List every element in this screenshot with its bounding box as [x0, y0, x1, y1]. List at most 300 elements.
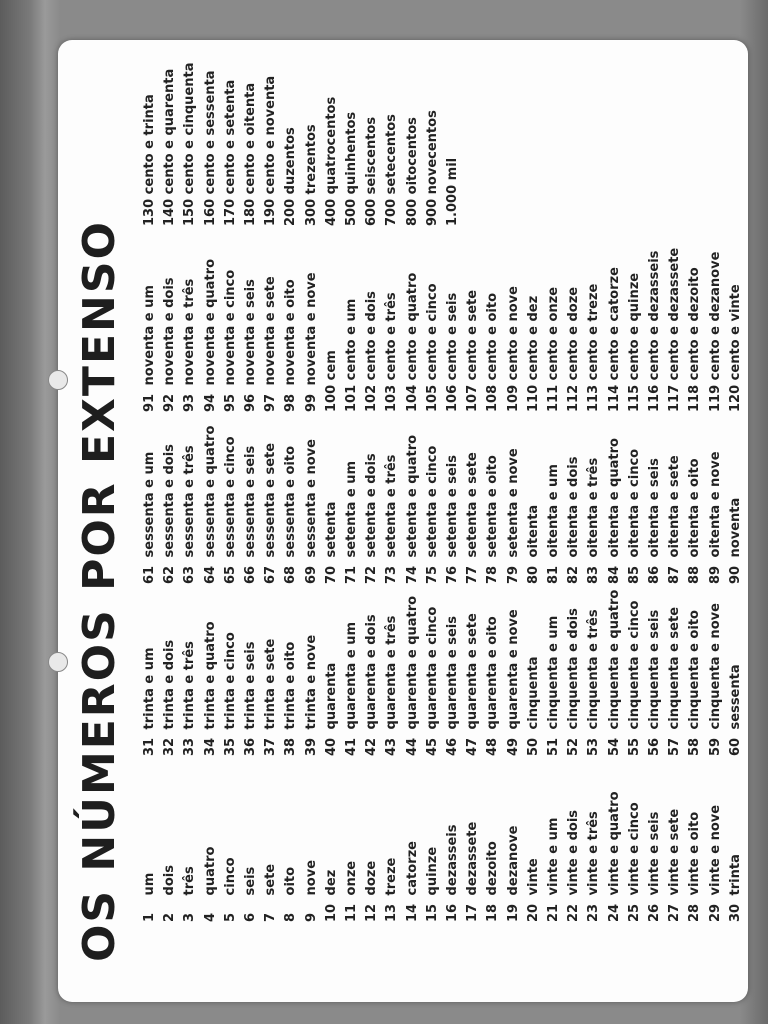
number-entry: [685, 426, 705, 584]
number-word: trinta e nove: [303, 634, 319, 730]
number-digit: 85: [626, 565, 642, 584]
number-digit: 61: [142, 565, 157, 584]
number-entry: [382, 426, 402, 584]
number-digit: 25: [626, 903, 642, 922]
number-entry: [584, 248, 604, 412]
number-word: cento e treze: [586, 283, 602, 381]
number-digit: 102: [364, 384, 380, 412]
number-entry: [241, 63, 261, 227]
number-entry: [584, 426, 604, 584]
number-entry: [302, 248, 322, 412]
number-entry: [625, 426, 645, 584]
number-entry: [322, 426, 342, 584]
number-digit: 300: [303, 198, 319, 226]
number-digit: 6: [243, 912, 259, 922]
number-entry: [241, 791, 261, 922]
number-digit: 114: [606, 384, 622, 412]
number-digit: 140: [162, 198, 178, 226]
number-word: vinte e um: [546, 817, 562, 896]
number-entry: [665, 248, 685, 412]
number-digit: 95: [222, 393, 238, 412]
number-digit: 21: [546, 903, 562, 922]
number-digit: 24: [606, 903, 622, 922]
number-digit: 20: [525, 903, 541, 922]
number-word: oitenta e sete: [667, 455, 683, 558]
number-entry: [524, 590, 544, 756]
number-entry: [483, 590, 503, 756]
number-word: quarenta e seis: [445, 616, 461, 730]
number-digit: 96: [243, 393, 259, 412]
number-word: vinte e cinco: [626, 802, 642, 896]
number-digit: 90: [727, 565, 743, 584]
number-digit: 101: [344, 384, 360, 412]
number-entry: [605, 248, 625, 412]
number-entry: [706, 426, 726, 584]
number-column-5: [140, 63, 463, 227]
number-word: cinquenta e dois: [566, 608, 582, 730]
number-entry: [241, 248, 261, 412]
number-column-1: [140, 791, 746, 922]
number-entry: [726, 590, 746, 756]
number-digit: 33: [182, 737, 198, 756]
number-word: quarenta e oito: [485, 616, 501, 730]
number-digit: 93: [182, 393, 198, 412]
number-word: trezentos: [303, 124, 319, 195]
number-digit: 29: [707, 903, 723, 922]
number-entry: [645, 791, 665, 922]
number-digit: 160: [202, 198, 218, 226]
number-entry: [221, 791, 241, 922]
number-entry: [261, 426, 281, 584]
number-digit: 1.000: [445, 184, 461, 226]
number-entry: [140, 63, 160, 227]
number-digit: 44: [404, 737, 420, 756]
number-word: sessenta e quatro: [202, 425, 218, 558]
number-digit: 9: [303, 912, 319, 922]
number-word: três: [182, 866, 198, 896]
number-word: cinquenta e três: [586, 609, 602, 730]
number-word: quarenta e nove: [505, 609, 521, 730]
number-entry: [625, 791, 645, 922]
rotated-content: [58, 40, 748, 1002]
number-digit: 38: [283, 737, 299, 756]
number-digit: 116: [647, 384, 663, 412]
number-digit: 75: [424, 565, 440, 584]
number-digit: 19: [505, 903, 521, 922]
number-word: noventa e nove: [303, 272, 319, 386]
number-digit: 64: [202, 565, 218, 584]
number-digit: 89: [707, 565, 723, 584]
number-entry: [423, 63, 443, 227]
number-digit: 73: [384, 565, 400, 584]
number-digit: 94: [202, 393, 218, 412]
number-digit: 30: [727, 903, 743, 922]
number-entry: [362, 248, 382, 412]
number-word: cento e quatro: [404, 272, 420, 381]
number-entry: [140, 248, 160, 412]
number-digit: 22: [566, 903, 582, 922]
number-entry: [504, 248, 524, 412]
number-digit: 119: [707, 384, 723, 412]
number-word: noventa e seis: [243, 279, 259, 386]
number-word: cinquenta e sete: [667, 606, 683, 730]
number-entry: [342, 63, 362, 227]
number-entry: [645, 248, 665, 412]
number-digit: 49: [505, 737, 521, 756]
number-word: noventa e um: [142, 285, 157, 386]
number-entry: [605, 426, 625, 584]
number-digit: 11: [344, 903, 360, 922]
number-digit: 400: [323, 198, 339, 226]
number-word: quatro: [202, 846, 218, 896]
number-digit: 36: [243, 737, 259, 756]
number-word: vinte e dois: [566, 809, 582, 896]
number-entry: [180, 590, 200, 756]
number-entry: [261, 590, 281, 756]
number-word: vinte e quatro: [606, 791, 622, 896]
number-word: quarenta e cinco: [424, 606, 440, 730]
number-entry: [261, 791, 281, 922]
number-entry: [403, 791, 423, 922]
number-entry: [382, 63, 402, 227]
number-entry: [140, 590, 160, 756]
number-digit: 50: [525, 737, 541, 756]
number-digit: 82: [566, 565, 582, 584]
number-entry: [281, 590, 301, 756]
number-entry: [140, 791, 160, 922]
number-digit: 69: [303, 565, 319, 584]
number-digit: 86: [647, 565, 663, 584]
number-entry: [180, 63, 200, 227]
number-entry: [625, 590, 645, 756]
number-entry: [726, 791, 746, 922]
number-entry: [261, 248, 281, 412]
number-word: cento e quarenta: [162, 68, 178, 195]
number-word: oitenta e cinco: [626, 448, 642, 558]
number-digit: 92: [162, 393, 178, 412]
number-word: cento e noventa: [263, 75, 279, 195]
number-digit: 51: [546, 737, 562, 756]
number-entry: [281, 63, 301, 227]
number-digit: 130: [142, 198, 157, 226]
number-digit: 76: [445, 565, 461, 584]
number-digit: 31: [142, 737, 157, 756]
number-digit: 32: [162, 737, 178, 756]
number-digit: 16: [445, 903, 461, 922]
number-word: cento e cinco: [424, 283, 440, 381]
number-word: dezanove: [505, 825, 521, 896]
number-word: noventa e quatro: [202, 258, 218, 386]
number-entry: [160, 590, 180, 756]
document-sheet: [58, 40, 748, 1002]
number-entry: [180, 248, 200, 412]
number-digit: 13: [384, 903, 400, 922]
number-word: cinquenta e nove: [707, 603, 723, 730]
number-word: noventa e dois: [162, 277, 178, 386]
number-word: novecentos: [424, 110, 440, 195]
number-column-2: [140, 590, 746, 756]
number-entry: [483, 248, 503, 412]
number-word: oitenta e quatro: [606, 438, 622, 558]
number-digit: 88: [687, 565, 703, 584]
number-word: seis: [243, 866, 259, 896]
number-digit: 105: [424, 384, 440, 412]
number-entry: [544, 791, 564, 922]
number-digit: 74: [404, 565, 420, 584]
number-word: dois: [162, 865, 178, 896]
number-word: quarenta e um: [344, 621, 360, 730]
number-digit: 28: [687, 903, 703, 922]
number-word: cento e dois: [364, 291, 380, 381]
number-word: setenta e três: [384, 454, 400, 558]
number-entry: [201, 590, 221, 756]
number-word: cento e dezoito: [687, 267, 703, 381]
number-word: oitenta e dois: [566, 456, 582, 558]
number-word: trinta e quatro: [202, 621, 218, 730]
number-word: sete: [263, 863, 279, 896]
number-entry: [443, 426, 463, 584]
number-word: quatrocentos: [323, 96, 339, 195]
number-entry: [322, 248, 342, 412]
number-entry: [160, 791, 180, 922]
number-digit: 23: [586, 903, 602, 922]
number-word: sessenta e um: [142, 451, 157, 558]
number-word: cinquenta: [525, 656, 541, 730]
number-digit: 41: [344, 737, 360, 756]
number-word: trinta: [727, 854, 743, 896]
number-digit: 700: [384, 198, 400, 226]
number-entry: [342, 248, 362, 412]
number-digit: 15: [424, 903, 440, 922]
number-word: setecentos: [384, 114, 400, 195]
number-entry: [544, 248, 564, 412]
number-word: setenta e um: [344, 460, 360, 558]
number-digit: 180: [243, 198, 259, 226]
number-entry: [322, 590, 342, 756]
number-digit: 10: [323, 903, 339, 922]
number-digit: 99: [303, 393, 319, 412]
number-word: oitenta: [525, 504, 541, 558]
number-digit: 56: [647, 737, 663, 756]
number-entry: [382, 791, 402, 922]
number-word: quarenta e dois: [364, 614, 380, 730]
number-entry: [685, 248, 705, 412]
number-digit: 200: [283, 198, 299, 226]
number-entry: [382, 248, 402, 412]
number-word: trinta e dois: [162, 639, 178, 730]
number-digit: 113: [586, 384, 602, 412]
number-digit: 103: [384, 384, 400, 412]
number-entry: [201, 63, 221, 227]
number-entry: [463, 791, 483, 922]
number-digit: 79: [505, 565, 521, 584]
number-entry: [322, 791, 342, 922]
number-digit: 900: [424, 198, 440, 226]
number-digit: 58: [687, 737, 703, 756]
number-entry: [443, 248, 463, 412]
number-digit: 104: [404, 384, 420, 412]
number-digit: 40: [323, 737, 339, 756]
number-word: quarenta e sete: [465, 613, 481, 730]
number-entry: [201, 791, 221, 922]
number-word: cinco: [222, 857, 238, 896]
number-entry: [221, 590, 241, 756]
number-entry: [160, 63, 180, 227]
number-entry: [665, 590, 685, 756]
number-word: duzentos: [283, 127, 299, 195]
number-word: dezoito: [485, 841, 501, 896]
number-entry: [362, 426, 382, 584]
document-title: OS NÚMEROS POR EXTENSO: [74, 220, 125, 962]
number-digit: 7: [263, 912, 279, 922]
number-entry: [605, 791, 625, 922]
number-digit: 27: [667, 903, 683, 922]
number-entry: [382, 590, 402, 756]
number-digit: 98: [283, 393, 299, 412]
number-digit: 8: [283, 912, 299, 922]
number-digit: 83: [586, 565, 602, 584]
number-entry: [302, 590, 322, 756]
number-word: um: [142, 872, 157, 896]
number-digit: 47: [465, 737, 481, 756]
number-word: sessenta e cinco: [222, 436, 238, 558]
number-entry: [463, 426, 483, 584]
number-word: trinta e seis: [243, 641, 259, 730]
number-digit: 3: [182, 912, 198, 922]
number-digit: 170: [222, 198, 238, 226]
number-digit: 66: [243, 565, 259, 584]
number-entry: [362, 791, 382, 922]
number-digit: 78: [485, 565, 501, 584]
number-word: setenta e quatro: [404, 434, 420, 558]
number-digit: 70: [323, 565, 339, 584]
number-word: sessenta: [727, 664, 743, 730]
number-digit: 108: [485, 384, 501, 412]
number-entry: [463, 248, 483, 412]
number-word: vinte e três: [586, 811, 602, 896]
number-word: quarenta e quatro: [404, 595, 420, 730]
number-entry: [706, 590, 726, 756]
number-word: onze: [344, 860, 360, 896]
number-digit: 37: [263, 737, 279, 756]
number-word: cinquenta e um: [546, 615, 562, 730]
number-word: cinquenta e oito: [687, 610, 703, 730]
number-digit: 12: [364, 903, 380, 922]
number-word: dez: [323, 869, 339, 896]
number-entry: [221, 426, 241, 584]
number-digit: 67: [263, 565, 279, 584]
number-word: vinte: [525, 858, 541, 896]
number-word: vinte e sete: [667, 808, 683, 896]
number-digit: 65: [222, 565, 238, 584]
number-entry: [140, 426, 160, 584]
number-digit: 43: [384, 737, 400, 756]
number-entry: [645, 590, 665, 756]
number-entry: [180, 791, 200, 922]
number-column-3: [140, 426, 746, 584]
number-word: sessenta e dois: [162, 444, 178, 558]
number-entry: [443, 791, 463, 922]
number-digit: 800: [404, 198, 420, 226]
number-digit: 54: [606, 737, 622, 756]
number-digit: 45: [424, 737, 440, 756]
number-word: cento e sete: [465, 289, 481, 381]
number-word: cento e cinquenta: [182, 62, 198, 195]
number-digit: 46: [445, 737, 461, 756]
number-entry: [261, 63, 281, 227]
number-entry: [281, 426, 301, 584]
number-digit: 97: [263, 393, 279, 412]
number-entry: [524, 426, 544, 584]
number-entry: [564, 426, 584, 584]
number-word: cento e catorze: [606, 267, 622, 381]
number-word: setenta e dois: [364, 453, 380, 558]
number-digit: 42: [364, 737, 380, 756]
number-word: cento e seis: [445, 292, 461, 381]
number-digit: 80: [525, 565, 541, 584]
number-entry: [685, 791, 705, 922]
number-entry: [726, 426, 746, 584]
number-digit: 60: [727, 737, 743, 756]
number-word: cento e vinte: [727, 284, 743, 381]
number-entry: [706, 791, 726, 922]
number-entry: [241, 426, 261, 584]
number-entry: [160, 248, 180, 412]
number-word: cento e nove: [505, 286, 521, 381]
number-entry: [160, 426, 180, 584]
number-entry: [322, 63, 342, 227]
number-word: catorze: [404, 841, 420, 896]
number-digit: 150: [182, 198, 198, 226]
number-digit: 68: [283, 565, 299, 584]
number-digit: 48: [485, 737, 501, 756]
number-word: mil: [445, 157, 461, 181]
number-word: cento e três: [384, 292, 400, 381]
number-digit: 118: [687, 384, 703, 412]
number-digit: 84: [606, 565, 622, 584]
number-digit: 53: [586, 737, 602, 756]
number-word: noventa: [727, 497, 743, 558]
number-word: vinte e oito: [687, 811, 703, 896]
number-entry: [342, 590, 362, 756]
number-entry: [524, 791, 544, 922]
number-entry: [524, 248, 544, 412]
number-entry: [403, 426, 423, 584]
number-word: trinta e um: [142, 647, 157, 730]
number-word: oitenta e nove: [707, 451, 723, 558]
number-entry: [302, 426, 322, 584]
number-digit: 190: [263, 198, 279, 226]
number-digit: 62: [162, 565, 178, 584]
number-entry: [625, 248, 645, 412]
number-word: sessenta e sete: [263, 442, 279, 558]
number-entry: [504, 590, 524, 756]
number-entry: [504, 791, 524, 922]
number-entry: [726, 248, 746, 412]
number-word: seiscentos: [364, 116, 380, 195]
number-entry: [423, 426, 443, 584]
number-entry: [665, 426, 685, 584]
number-digit: 35: [222, 737, 238, 756]
number-word: setenta e oito: [485, 455, 501, 558]
number-word: setenta e cinco: [424, 445, 440, 558]
number-digit: 59: [707, 737, 723, 756]
number-word: oitenta e seis: [647, 458, 663, 558]
number-entry: [423, 791, 443, 922]
number-digit: 115: [626, 384, 642, 412]
number-entry: [221, 248, 241, 412]
number-word: noventa e sete: [263, 276, 279, 386]
